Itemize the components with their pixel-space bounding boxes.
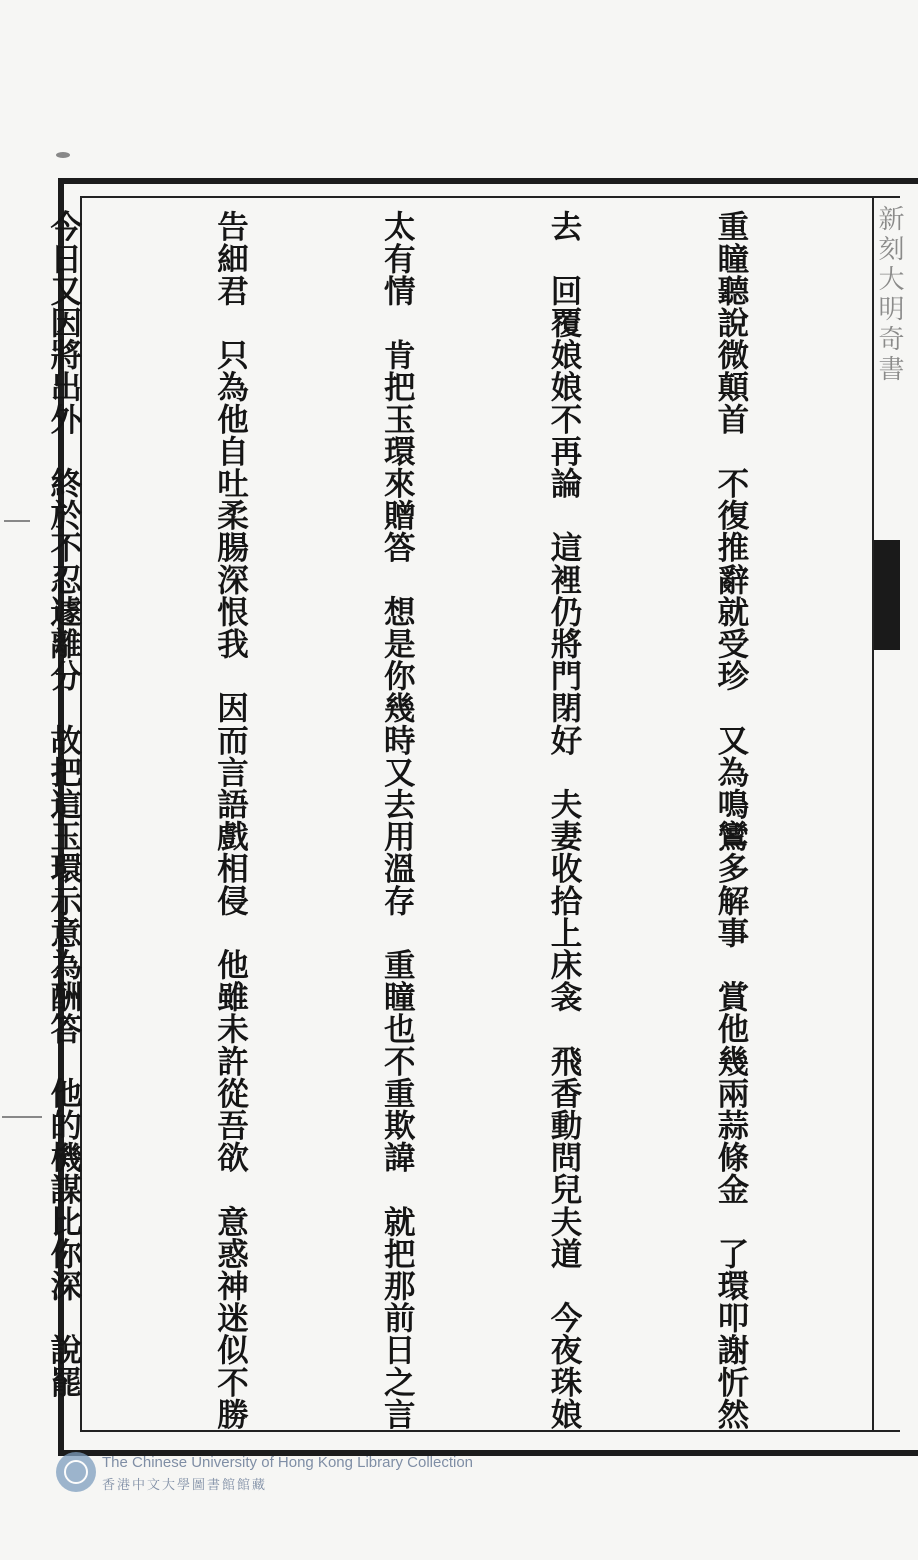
text-column: 重瞳聽說微顛首 不復推辭就受珍 又為鳴鸞多解事 賞他幾兩蒜條金 了環叩謝忻然 [712,210,750,1430]
text-column: 今日又因將出外 終於不忍遽離分 故把這玉環示意為酬答 他的機謀比你深 說罷 [45,210,83,1398]
text-column: 太有情 肯把玉環來贈答 想是你幾時又去用溫存 重瞳也不重欺諱 就把那前日之言 [379,210,417,1430]
fishtail-margin-band [874,540,900,650]
watermark-chinese: 香港中文大學圖書館館藏 [102,1478,268,1493]
page-edge-title: 新刻大明奇書 [874,205,904,385]
watermark-english: The Chinese University of Hong Kong Library Collection [102,1454,474,1471]
text-column: 去 回覆娘娘不再論 這裡仍將門閉好 夫妻收拾上床衾 飛香動問兒夫道 今夜珠娘 [546,210,584,1430]
vertical-text-block [45,210,870,1430]
text-column: 告細君 只為他自吐柔腸深恨我 因而言語戲相侵 他雖未許從吾欲 意惑神迷似不勝 [212,210,250,1430]
ink-speck [56,152,70,158]
library-logo-icon [56,1452,96,1492]
